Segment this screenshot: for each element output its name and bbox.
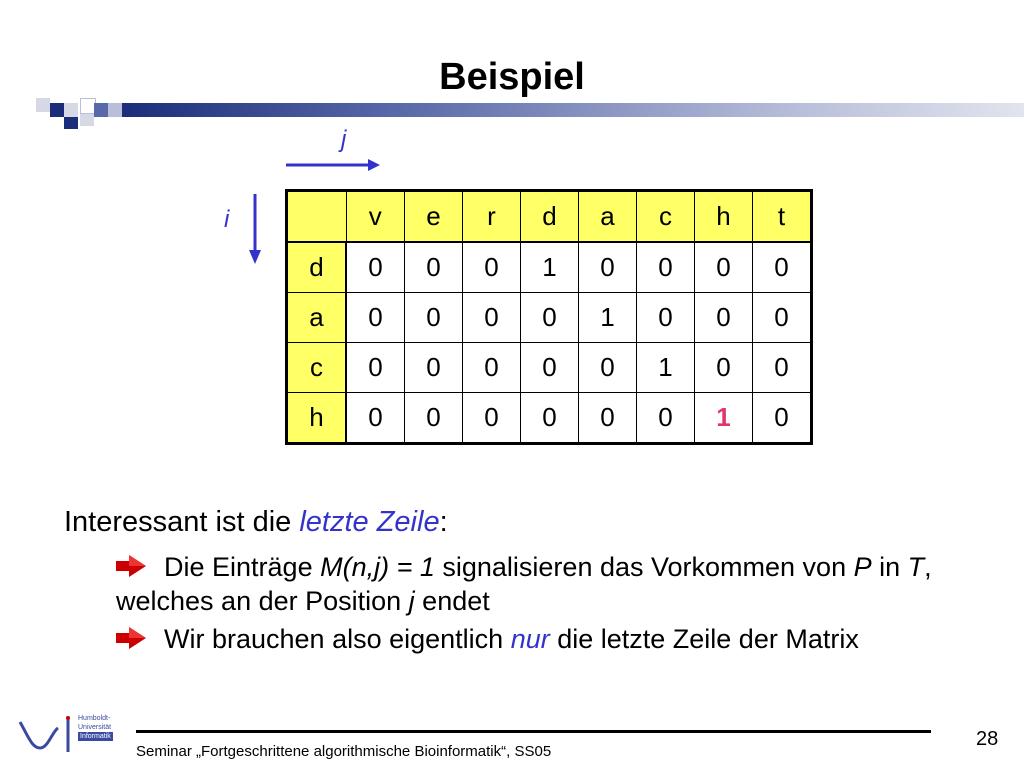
row-header: c — [287, 343, 347, 393]
matrix-cell: 0 — [521, 343, 579, 393]
bullet-2-text: die letzte Zeile der Matrix — [549, 624, 859, 654]
arrow-bullet-icon — [116, 555, 146, 577]
lead-prefix: Interessant ist die — [64, 506, 300, 538]
matrix-row — [287, 293, 812, 343]
row-header: d — [287, 242, 347, 293]
matrix-cell: 0 — [579, 343, 637, 393]
matrix-cell: 0 — [405, 343, 463, 393]
decor-gradient-bar — [122, 103, 1024, 117]
matrix-cell: 0 — [579, 393, 637, 444]
footer-text: Seminar „Fortgeschrittene algorithmische Bioinformatik“, SS05 — [136, 743, 552, 760]
i-label: i — [224, 206, 230, 233]
header-row — [287, 191, 812, 243]
matrix-cell: 0 — [463, 393, 521, 444]
matrix-cell: 0 — [695, 242, 753, 293]
bullet-1-text: , welches an der Position — [116, 552, 932, 616]
lead-suffix: : — [439, 506, 448, 538]
matrix-cell: 0 — [695, 293, 753, 343]
logo-text — [78, 714, 113, 741]
matrix-cell: 0 — [463, 293, 521, 343]
lead-sentence — [64, 506, 448, 539]
matrix-cell: 0 — [695, 343, 753, 393]
matrix-row — [287, 343, 812, 393]
matrix-cell: 0 — [753, 393, 812, 444]
matrix-row — [287, 393, 812, 444]
column-header: r — [463, 191, 521, 243]
bullet-1-text: Die Einträge — [164, 552, 321, 582]
bullet-1-text: endet — [414, 586, 490, 616]
column-header: v — [346, 191, 405, 243]
matrix-cell: 0 — [346, 242, 405, 293]
column-header: a — [579, 191, 637, 243]
logo-mark-icon — [18, 712, 78, 756]
j-label: j — [341, 126, 347, 153]
matrix-cell: 0 — [753, 293, 812, 343]
matrix-cell: 1 — [521, 242, 579, 293]
logo-line: Humboldt- — [78, 715, 111, 722]
matrix-cell: 0 — [521, 293, 579, 343]
matrix-cell: 0 — [405, 293, 463, 343]
column-header: h — [695, 191, 753, 243]
matrix-cell: 0 — [753, 343, 812, 393]
column-header: e — [405, 191, 463, 243]
matrix-cell: 1 — [637, 343, 695, 393]
logo-line: Universität — [78, 724, 112, 731]
footer-divider — [136, 730, 931, 733]
dp-matrix — [285, 189, 813, 445]
matrix-cell: 0 — [346, 343, 405, 393]
lead-emphasis: letzte Zeile — [299, 506, 440, 538]
down-arrow-icon — [245, 192, 265, 268]
column-header: d — [521, 191, 579, 243]
bullet-2-emphasis: nur — [510, 624, 550, 654]
matrix-cell: 1 — [579, 293, 637, 343]
decor-square — [108, 103, 122, 117]
matrix-cell: 0 — [405, 242, 463, 293]
slide-title: Beispiel — [439, 56, 585, 98]
logo-line: Informatik — [80, 733, 111, 740]
matrix-cell: 0 — [637, 293, 695, 343]
bullet-1-var-j: j — [408, 586, 415, 616]
title-decoration-bar — [36, 98, 1024, 128]
matrix-cell: 0 — [463, 343, 521, 393]
matrix-cell: 0 — [405, 393, 463, 444]
highlighted-cell: 1 — [695, 393, 753, 444]
matrix-cell: 0 — [637, 393, 695, 444]
humboldt-logo — [18, 712, 130, 756]
decor-square — [36, 98, 50, 112]
decor-square — [50, 103, 64, 117]
page-number: 28 — [976, 728, 999, 750]
matrix-cell: 0 — [346, 393, 405, 444]
bullet-1-text: in — [871, 552, 908, 582]
arrow-bullet-icon — [116, 627, 146, 649]
row-header: h — [287, 393, 347, 444]
decor-square — [64, 117, 78, 129]
bullet-2-text: Wir brauchen also eigentlich — [164, 624, 511, 654]
bullet-1-formula: M(n,j) = 1 — [320, 552, 435, 582]
matrix-row — [287, 242, 812, 293]
matrix-cell: 0 — [637, 242, 695, 293]
matrix-cell: 0 — [463, 242, 521, 293]
column-header: c — [637, 191, 695, 243]
bullet-1-text: signalisieren das Vorkommen von — [434, 552, 854, 582]
bullet-1-var-p: P — [853, 552, 872, 582]
decor-square — [64, 103, 78, 117]
matrix-cell: 0 — [521, 393, 579, 444]
row-header: a — [287, 293, 347, 343]
matrix-cell: 0 — [579, 242, 637, 293]
matrix-cell: 0 — [753, 242, 812, 293]
corner-cell — [287, 191, 347, 243]
bullet-1 — [116, 550, 996, 618]
matrix-cell: 0 — [346, 293, 405, 343]
bullet-2 — [116, 622, 996, 656]
column-header: t — [753, 191, 812, 243]
bullet-1-var-t: T — [907, 552, 925, 582]
right-arrow-icon — [284, 155, 384, 175]
decor-square — [80, 114, 94, 126]
decor-square — [94, 103, 108, 117]
